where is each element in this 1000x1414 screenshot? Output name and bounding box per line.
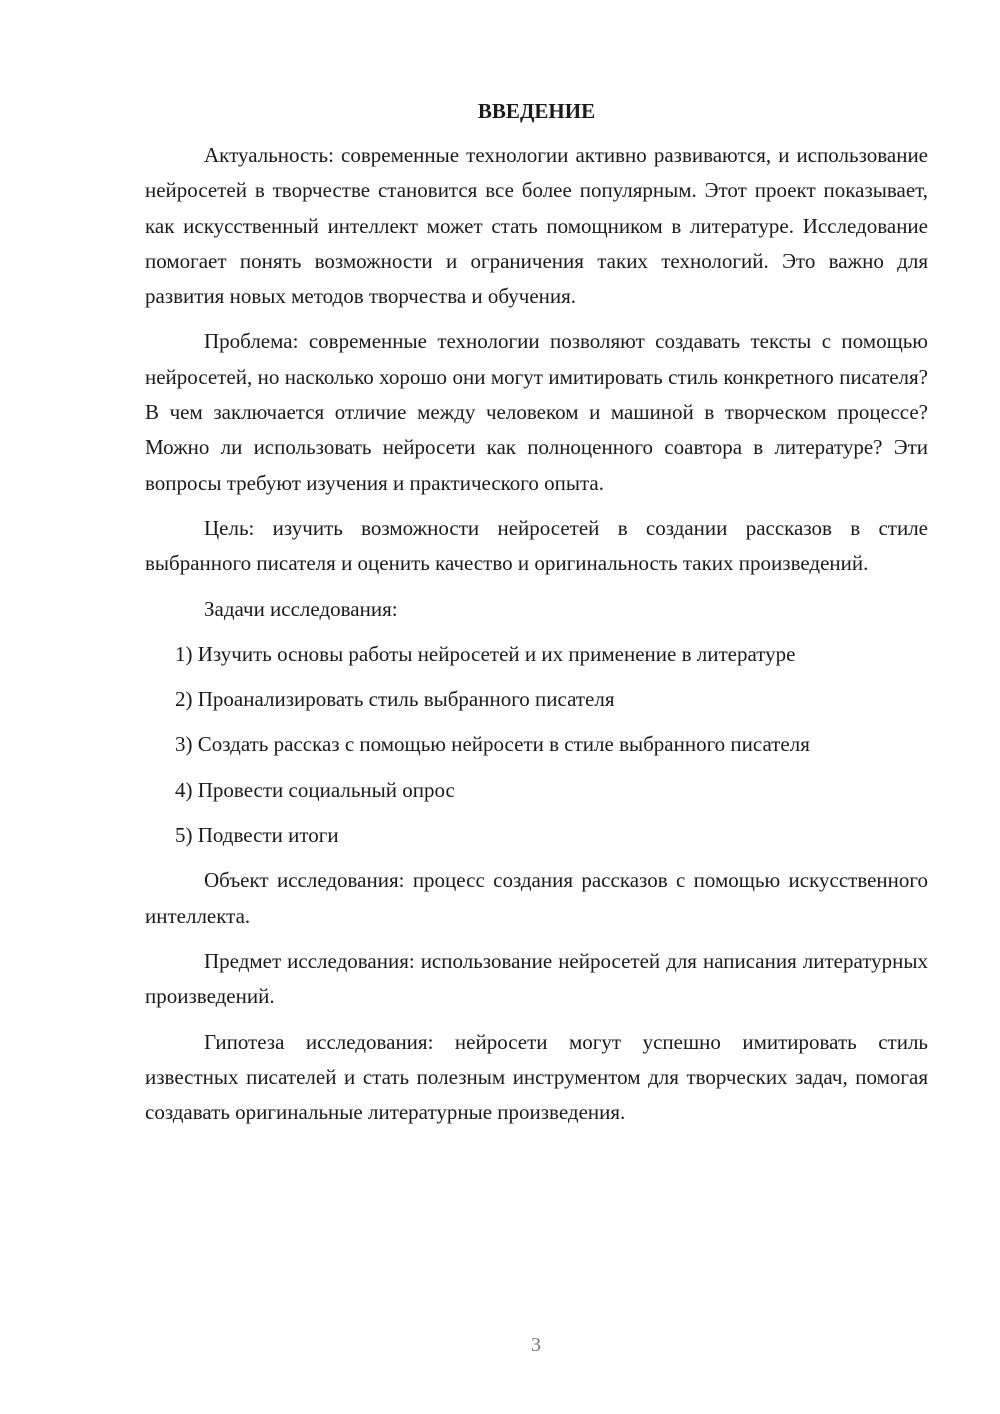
problem-paragraph: Проблема: современные технологии позволяют создавать тексты с помощью нейросетей, но насколько хорошо они могут имитировать стиль конкретного писателя? В чем заключается отличие между человеком и машиной в творческом процессе? Можно ли использовать нейросети как полноценного соавтора в литературе? Эти вопросы требуют изучения и практического опыта. <box>145 329 928 495</box>
task-item: 1) Изучить основы работы нейросетей и их применение в литературе <box>175 641 796 666</box>
goal-paragraph: Цель: изучить возможности нейросетей в создании рассказов в стиле выбранного писателя и оценить качество и оригинальность таких произведений. <box>145 515 928 576</box>
task-item: 5) Подвести итоги <box>175 823 339 848</box>
task-list <box>145 637 928 853</box>
task-item: 2) Проанализировать стиль выбранного писателя <box>175 687 615 712</box>
subject-paragraph: Предмет исследования: использование нейросетей для написания литературных произведений. <box>145 948 928 1009</box>
relevance-paragraph: Актуальность: современные технологии активно развиваются, и использование нейросетей в творчестве становится все более популярным. Этот проект показывает, как искусственный интеллект может стать помощником в литературе. Исследование помогает понять возможности и ограничения таких технологий. Это важно для развития новых методов творчества и обучения. <box>145 143 928 309</box>
page-number: 3 <box>531 1334 541 1356</box>
tasks-heading: Задачи исследования: <box>204 596 398 621</box>
task-item: 4) Провести социальный опрос <box>175 777 455 802</box>
task-item: 3) Создать рассказ с помощью нейросети в стиле выбранного писателя <box>175 732 810 757</box>
object-paragraph: Объект исследования: процесс создания рассказов с помощью искусственного интеллекта. <box>145 868 928 928</box>
page-title: ВВЕДЕНИЕ <box>477 99 596 123</box>
document-page <box>145 95 928 1140</box>
hypothesis-paragraph: Гипотеза исследования: нейросети могут успешно имитировать стиль известных писателей и стать полезным инструментом для творческих задач, помогая создавать оригинальные литературные произведения. <box>145 1029 928 1125</box>
